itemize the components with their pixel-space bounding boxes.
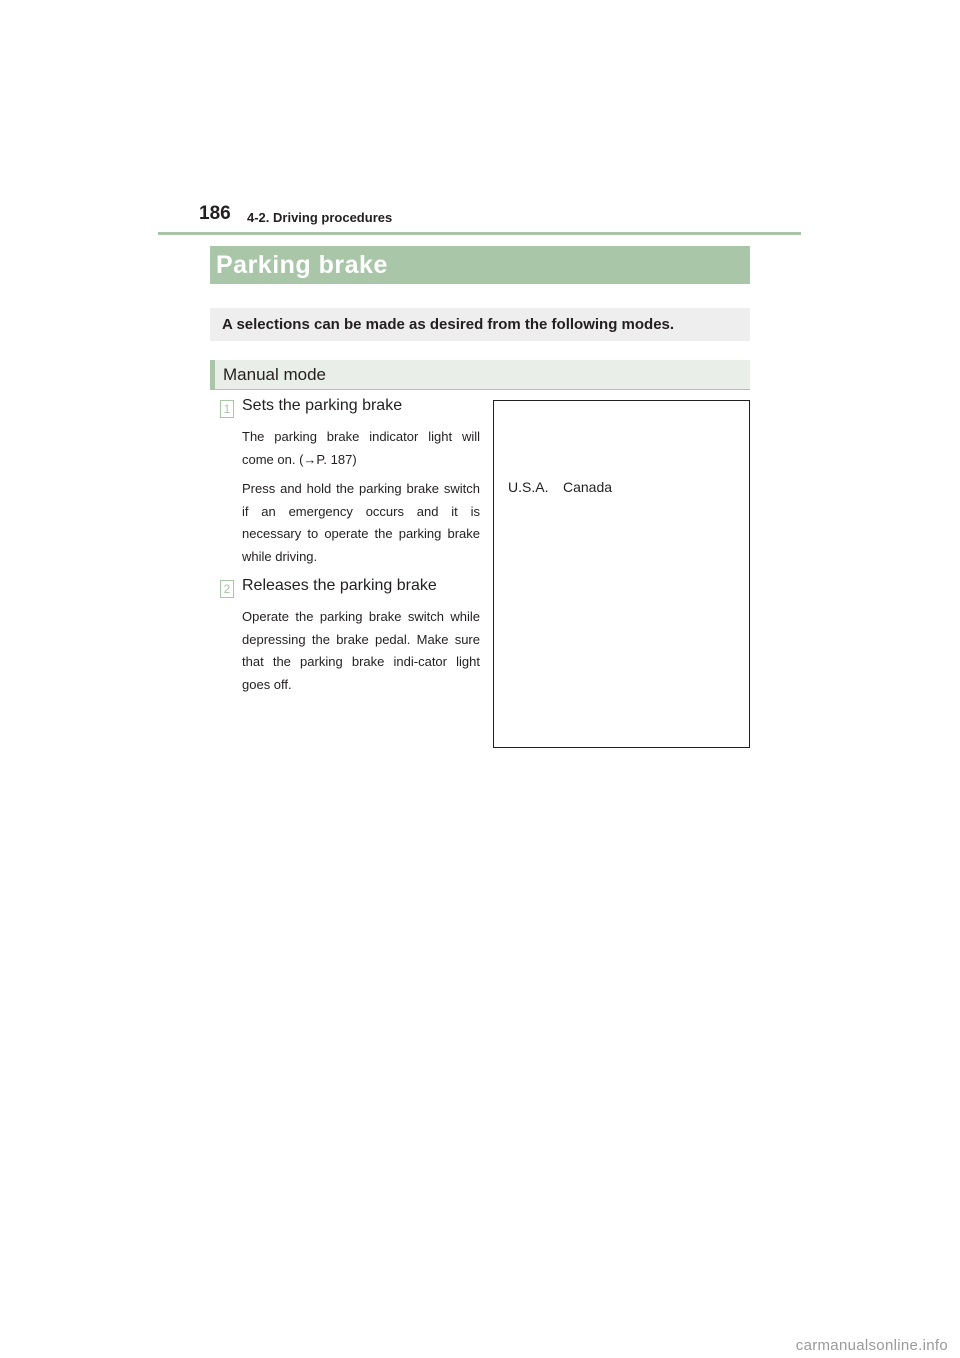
figure-frame [493,400,750,748]
page-title: Parking brake [216,251,388,279]
figure-label-usa: U.S.A. [508,479,549,495]
mode-heading: Manual mode [223,365,327,384]
watermark: carmanualsonline.info [795,1337,948,1354]
step-1-desc-2: Press and hold the parking brake switch if an emergency occurs and it is necessary to operate the parking brake while driving. [242,481,480,564]
step-1-title: Sets the parking brake [242,397,403,414]
intro-bar [210,308,750,341]
section-label: 4-2. Driving procedures [247,210,393,225]
step-2-title: Releases the parking brake [242,577,437,594]
mode-heading-bar [210,360,750,390]
step-2-desc-1: Operate the parking brake switch while depressing the brake pedal. Make sure that the parking brake indi-cator light goes off. [242,609,480,692]
title-bar [210,246,750,284]
step-1-number: 1 [220,400,234,418]
step-1-desc-1: The parking brake indicator light will come on. (→P. 187) [242,429,480,467]
header-rule [158,232,801,235]
step-2-number: 2 [220,580,234,598]
figure-label-canada: Canada [563,479,613,495]
page-number: 186 [199,203,231,224]
intro-text: A selections can be made as desired from the following modes. [222,316,675,333]
